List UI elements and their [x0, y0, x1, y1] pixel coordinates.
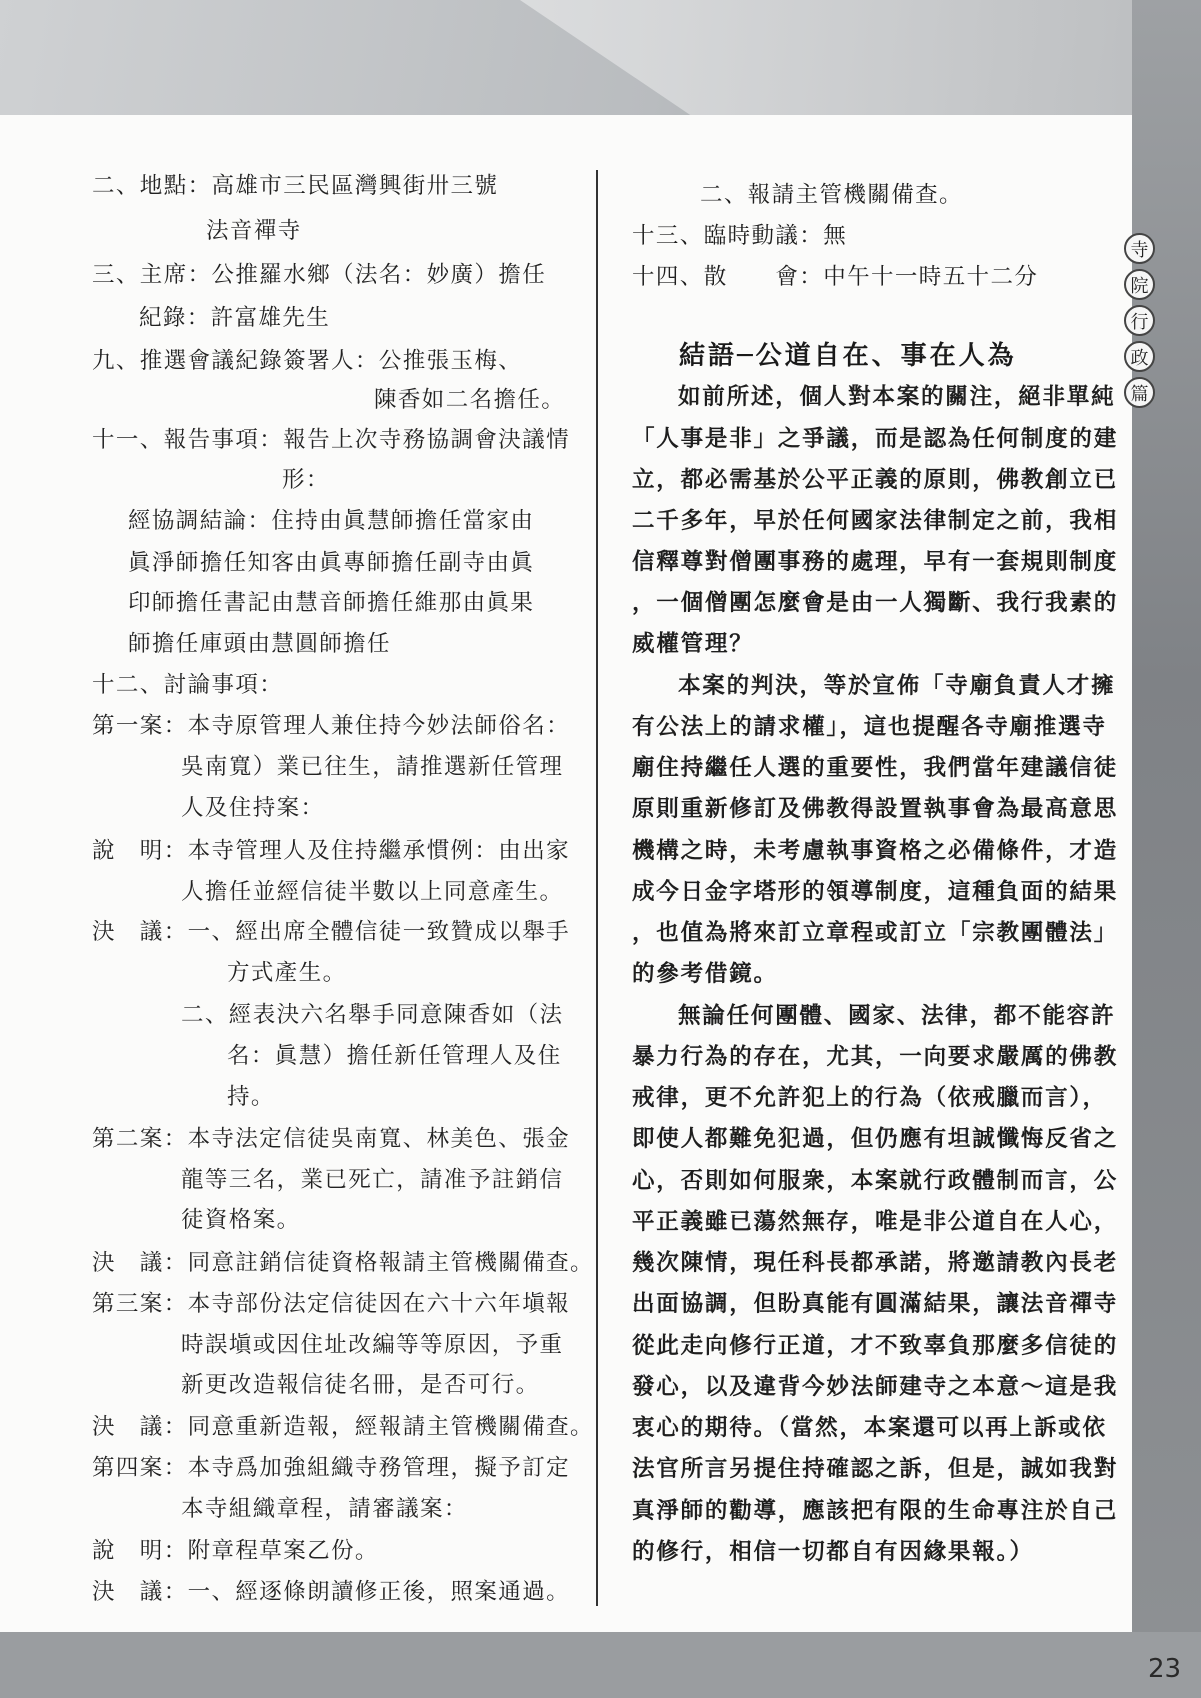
text-line: 方式產生。 — [227, 960, 347, 986]
section-tab — [1124, 233, 1158, 413]
text-line: 持。 — [227, 1084, 275, 1110]
text-line: 新更改造報信徒名冊，是否可行。 — [181, 1372, 540, 1398]
text-line: 決 議：一、經出席全體信徒一致贊成以舉手 — [92, 919, 571, 945]
text-line: 說 明：附章程草案乙份。 — [92, 1538, 379, 1564]
text-line: 九、推選會議紀錄簽署人：公推張玉梅、 — [92, 348, 523, 374]
column-divider — [596, 170, 598, 1606]
text-line: 機構之時，未考慮執事資格之必備條件，才造 — [632, 838, 1119, 864]
text-line: 出面協調，但盼真能有圓滿結果，讓法音禪寺 — [632, 1291, 1119, 1317]
text-line: 第三案：本寺部份法定信徒因在六十六年塡報 — [92, 1291, 571, 1317]
text-line: 本寺組織章程，請審議案： — [181, 1496, 468, 1522]
text-line: 眞淨師擔任知客由眞專師擔任副寺由眞 — [128, 550, 535, 576]
text-line: 原則重新修訂及佛教得設置執事會為最高意思 — [632, 796, 1119, 822]
text-line: 威權管理？ — [632, 631, 754, 657]
text-line: 陳香如二名擔任。 — [374, 387, 566, 413]
text-line: 師擔任庫頭由慧圓師擔任 — [128, 631, 391, 657]
text-line: 人擔任並經信徒半數以上同意產生。 — [181, 879, 564, 905]
text-line: 十二、討論事項： — [92, 672, 284, 698]
text-line: 第二案：本寺法定信徒吳南寬、林美色、張金 — [92, 1126, 571, 1152]
text-line: 二、報請主管機關備查。 — [700, 182, 963, 208]
text-line: 決 議：同意註銷信徒資格報請主管機關備查。 — [92, 1250, 594, 1276]
text-line: 無論任何團體、國家、法律，都不能容許 — [678, 1003, 1116, 1029]
section-tab-char: 寺 — [1124, 233, 1155, 264]
text-line: 十三、臨時動議：無 — [632, 223, 848, 249]
text-line: 人及住持案： — [181, 795, 325, 821]
text-line: 的修行，相信一切都自有因緣果報。） — [632, 1539, 1034, 1565]
text-line: 時誤塡或因住址改編等等原因，予重 — [181, 1332, 564, 1358]
text-line: 決 議：一、經逐條朗讀修正後，照案通過。 — [92, 1579, 571, 1605]
section-tab-char: 篇 — [1124, 377, 1155, 408]
text-line: 廟住持繼任人選的重要性，我們當年建議信徒 — [632, 755, 1119, 781]
text-line: 二、地點：高雄市三民區灣興街卅三號 — [92, 173, 499, 199]
text-line: 即使人都難免犯過，但仍應有坦誠懺悔反省之 — [632, 1126, 1119, 1152]
section-tab-char: 行 — [1124, 305, 1155, 336]
text-line: 幾次陳情，現任科長都承諾，將邀請教內長老 — [632, 1250, 1119, 1276]
text-line: 暴力行為的存在，尤其，一向要求嚴厲的佛教 — [632, 1044, 1119, 1070]
text-line: 吳南寬）業已往生，請推選新任管理 — [181, 754, 564, 780]
text-line: 的參考借鏡。 — [632, 961, 778, 987]
text-line: 印師擔任書記由慧音師擔任維那由眞果 — [128, 590, 535, 616]
text-line: 法音禪寺 — [206, 218, 302, 244]
text-line: 徒資格案。 — [181, 1207, 301, 1233]
text-line: 十一、報告事項：報告上次寺務協調會決議情 — [92, 427, 571, 453]
text-line: 如前所述，個人對本案的關注，絕非單純 — [678, 384, 1116, 410]
text-line: 龍等三名，業已死亡，請准予註銷信 — [181, 1167, 564, 1193]
text-line: 發心，以及違背今妙法師建寺之本意～這是我 — [632, 1374, 1119, 1400]
background-bottom-band — [0, 1632, 1201, 1698]
text-line: 說 明：本寺管理人及住持繼承慣例：由出家 — [92, 838, 571, 864]
text-line: 十四、散 會：中午十一時五十二分 — [632, 264, 1039, 290]
section-tab-char: 政 — [1124, 341, 1155, 372]
text-line: 有公法上的請求權」，這也提醒各寺廟推選寺 — [632, 714, 1107, 740]
text-line: 紀錄：許富雄先生 — [139, 305, 331, 331]
text-line: 第一案：本寺原管理人兼住持今妙法師俗名： — [92, 713, 571, 739]
text-line: 法官所言另提住持確認之訴，但是，誠如我對 — [632, 1456, 1119, 1482]
section-heading: 結語─公道自在、事在人為 — [679, 341, 1017, 371]
text-line: 真淨師的勸導，應該把有限的生命專注於自己 — [632, 1498, 1119, 1524]
text-line: 二千多年，早於任何國家法律制定之前，我相 — [632, 508, 1119, 534]
text-line: 立，都必需基於公平正義的原則，佛教創立已 — [632, 467, 1119, 493]
text-line: 本案的判決，等於宣佈「寺廟負責人才擁 — [678, 673, 1116, 699]
text-line: 決 議：同意重新造報，經報請主管機關備查。 — [92, 1414, 594, 1440]
text-line: 平正義雖已蕩然無存，唯是非公道自在人心， — [632, 1209, 1119, 1235]
text-line: 衷心的期待。（當然，本案還可以再上訴或依 — [632, 1415, 1107, 1441]
text-line: 名：眞慧）擔任新任管理人及住 — [227, 1043, 562, 1069]
text-line: 第四案：本寺爲加強組織寺務管理，擬予訂定 — [92, 1455, 571, 1481]
section-tab-char: 院 — [1124, 269, 1155, 300]
text-line: 經協調結論：住持由眞慧師擔任當家由 — [128, 508, 535, 534]
text-line: 戒律，更不允許犯上的行為（依戒臘而言）， — [632, 1085, 1107, 1111]
text-line: ，也值為將來訂立章程或訂立「宗教團體法」 — [632, 920, 1119, 946]
text-line: 「人事是非」之爭議，而是認為任何制度的建 — [632, 426, 1119, 452]
text-line: 信釋尊對僧團事務的處理，早有一套規則制度 — [632, 549, 1119, 575]
text-line: 形： — [282, 467, 330, 493]
text-line: 二、經表決六名舉手同意陳香如（法 — [181, 1002, 564, 1028]
text-line: 從此走向修行正道，才不致辜負那麼多信徒的 — [632, 1333, 1119, 1359]
text-line: ，一個僧團怎麼會是由一人獨斷、我行我素的 — [632, 590, 1119, 616]
text-line: 心，否則如何服衆，本案就行政體制而言，公 — [632, 1168, 1119, 1194]
text-line: 三、主席：公推羅水鄉（法名：妙廣）擔任 — [92, 262, 547, 288]
page-number: 23 — [1148, 1654, 1182, 1684]
text-line: 成今日金字塔形的領導制度，這種負面的結果 — [632, 879, 1119, 905]
